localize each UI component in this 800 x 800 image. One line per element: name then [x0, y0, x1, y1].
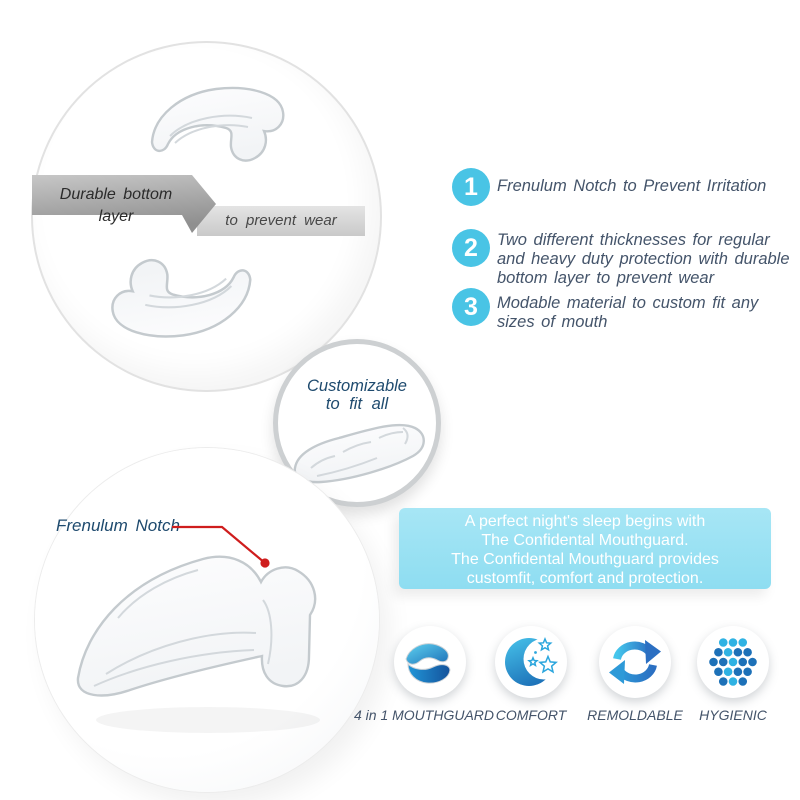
- customizable-label-line1: Customizable: [307, 377, 407, 395]
- hygienic-dots-icon: [705, 634, 761, 690]
- benefit-label-comfort: COMFORT: [495, 707, 567, 723]
- promo-line: The Confidental Mouthguard.: [481, 532, 689, 549]
- customizable-label-line2: to fit all: [325, 395, 389, 413]
- lower-mouthguard-image: [94, 244, 269, 349]
- benefit-circle-mouthguard: [394, 626, 466, 698]
- promo-box: [399, 508, 771, 589]
- feature-3-number-badge: 3: [452, 288, 490, 326]
- feature-2-number-badge: 2: [452, 229, 490, 267]
- feature-2-text: [497, 231, 799, 288]
- upper-mouthguard-image: [140, 76, 295, 176]
- benefit-circle-comfort: [495, 626, 567, 698]
- benefit-label-remoldable: REMOLDABLE: [587, 707, 683, 723]
- promo-line: customfit, comfort and protection.: [466, 570, 704, 587]
- feature-2-line: and heavy duty protection with durable: [497, 250, 790, 268]
- feature-2-line: Two different thicknesses for regular: [497, 231, 770, 249]
- remold-arrows-icon: [607, 634, 663, 690]
- feature-1-number-badge: 1: [452, 168, 490, 206]
- ribbon-to-prevent-wear: to prevent wear: [197, 206, 365, 236]
- feature-1-line: Frenulum Notch to Prevent Irritation: [497, 177, 767, 195]
- frenulum-pointer-line: [166, 517, 278, 573]
- moon-stars-icon: [503, 634, 559, 690]
- frenulum-notch-label: Frenulum Notch: [56, 516, 180, 535]
- promo-line: A perfect night's sleep begins with: [464, 513, 706, 530]
- red-pointer-dot: [260, 558, 269, 567]
- feature-2-line: bottom layer to prevent wear: [497, 269, 715, 287]
- promo-line: The Confidental Mouthguard provides: [451, 551, 719, 568]
- benefit-circle-hygienic: [697, 626, 769, 698]
- mouthguard-icon: [402, 638, 458, 686]
- feature-3-text: [497, 294, 799, 332]
- feature-1-text: [497, 177, 799, 196]
- benefit-circle-remoldable: [599, 626, 671, 698]
- ribbon-durable-label: Durable bottom layer: [59, 186, 173, 225]
- benefit-label-hygienic: HYGIENIC: [699, 707, 767, 723]
- benefit-label-mouthguard: 4 in 1 MOUTHGUARD: [353, 707, 495, 723]
- feature-3-line: Modable material to custom fit any: [497, 294, 759, 312]
- feature-3-line: sizes of mouth: [497, 313, 608, 331]
